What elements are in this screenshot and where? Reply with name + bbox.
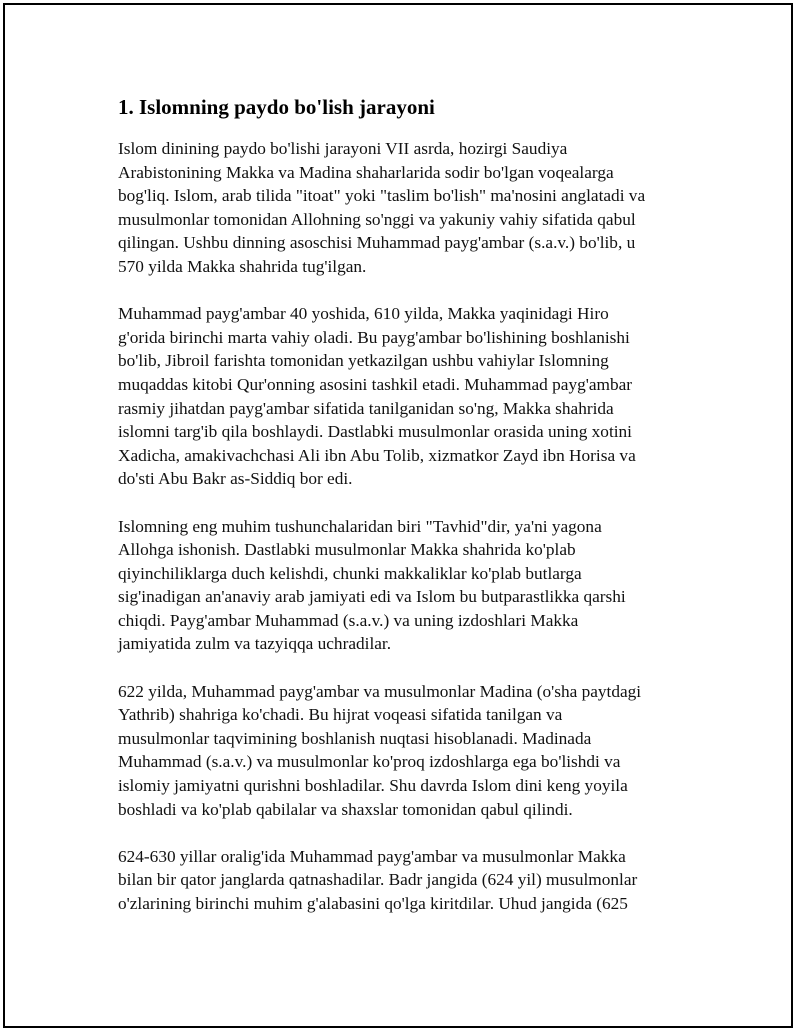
text-line: Xadicha, amakivachchasi Ali ibn Abu Tolib, xizmatkor Zayd ibn Horisa va bbox=[118, 445, 636, 465]
paragraph-1 bbox=[118, 137, 698, 279]
text-line: 624-630 yillar oralig'ida Muhammad payg'ambar va musulmonlar Makka bbox=[118, 846, 626, 866]
text-line: chiqdi. Payg'ambar Muhammad (s.a.v.) va uning izdoshlari Makka bbox=[118, 610, 579, 630]
text-line: 570 yilda Makka shahrida tug'ilgan. bbox=[118, 256, 367, 276]
text-line: sig'inadigan an'anaviy arab jamiyati edi va Islom bu butparastlikka qarshi bbox=[118, 587, 626, 607]
text-line: boshladi va ko'plab qabilalar va shaxslar tomonidan qabul qilindi. bbox=[118, 799, 573, 819]
paragraph-5 bbox=[118, 845, 698, 916]
text-line: qiyinchiliklarga duch kelishdi, chunki makkaliklar ko'plab butlarga bbox=[118, 563, 582, 583]
text-line: islomni targ'ib qila boshlaydi. Dastlabki musulmonlar orasida uning xotini bbox=[118, 422, 632, 442]
text-line: g'orida birinchi marta vahiy oladi. Bu payg'ambar bo'lishining boshlanishi bbox=[118, 327, 630, 347]
paragraph-3 bbox=[118, 515, 698, 657]
text-line: bo'lib, Jibroil farishta tomonidan yetkazilgan ushbu vahiylar Islomning bbox=[118, 351, 609, 371]
text-line: Yathrib) shahriga ko'chadi. Bu hijrat voqeasi sifatida tanilgan va bbox=[118, 705, 563, 725]
text-line: Allohga ishonish. Dastlabki musulmonlar Makka shahrida ko'plab bbox=[118, 540, 576, 560]
text-line: bilan bir qator janglarda qatnashadilar. Badr jangida (624 yil) musulmonlar bbox=[118, 870, 638, 890]
text-line: o'zlarining birinchi muhim g'alabasini qo'lga kiritdilar. Uhud jangida (625 bbox=[118, 894, 628, 913]
text-line: Islom dinining paydo bo'lishi jarayoni VII asrda, hozirgi Saudiya bbox=[118, 139, 568, 158]
paragraph-4 bbox=[118, 680, 698, 822]
text-line: Muhammad payg'ambar 40 yoshida, 610 yilda, Makka yaqinidagi Hiro bbox=[118, 304, 609, 324]
text-line: jamiyatida zulm va tazyiqqa uchradilar. bbox=[118, 634, 392, 654]
text-line: qilingan. Ushbu dinning asoschisi Muhammad payg'ambar (s.a.v.) bo'lib, u bbox=[118, 233, 636, 253]
text-line: musulmonlar taqvimining boshlanish nuqtasi hisoblanadi. Madinada bbox=[118, 728, 592, 748]
text-line: 622 yilda, Muhammad payg'ambar va musulmonlar Madina (o'sha paytdagi bbox=[118, 681, 642, 701]
document-title: 1. Islomning paydo bo'lish jarayoni bbox=[118, 95, 435, 119]
text-line: Muhammad (s.a.v.) va musulmonlar ko'proq izdoshlarga ega bo'lishdi va bbox=[118, 752, 621, 772]
document-body bbox=[118, 92, 698, 939]
text-line: bog'liq. Islom, arab tilida "itoat" yoki "taslim bo'lish" ma'nosini anglatadi va bbox=[118, 186, 646, 206]
text-line: rasmiy jihatdan payg'ambar sifatida tanilganidan so'ng, Makka shahrida bbox=[118, 398, 614, 418]
text-line: muqaddas kitobi Qur'onning asosini tashkil etadi. Muhammad payg'ambar bbox=[118, 374, 633, 394]
paragraph-2 bbox=[118, 302, 698, 491]
text-line: musulmonlar tomonidan Allohning so'nggi va yakuniy vahiy sifatida qabul bbox=[118, 209, 636, 229]
text-line: Islomning eng muhim tushunchalaridan biri "Tavhid"dir, ya'ni yagona bbox=[118, 516, 602, 536]
text-line: islomiy jamiyatni qurishni boshladilar. Shu davrda Islom dini keng yoyila bbox=[118, 776, 628, 796]
text-line: do'sti Abu Bakr as-Siddiq bor edi. bbox=[118, 469, 353, 489]
text-line: Arabistonining Makka va Madina shaharlarida sodir bo'lgan voqealarga bbox=[118, 162, 614, 182]
